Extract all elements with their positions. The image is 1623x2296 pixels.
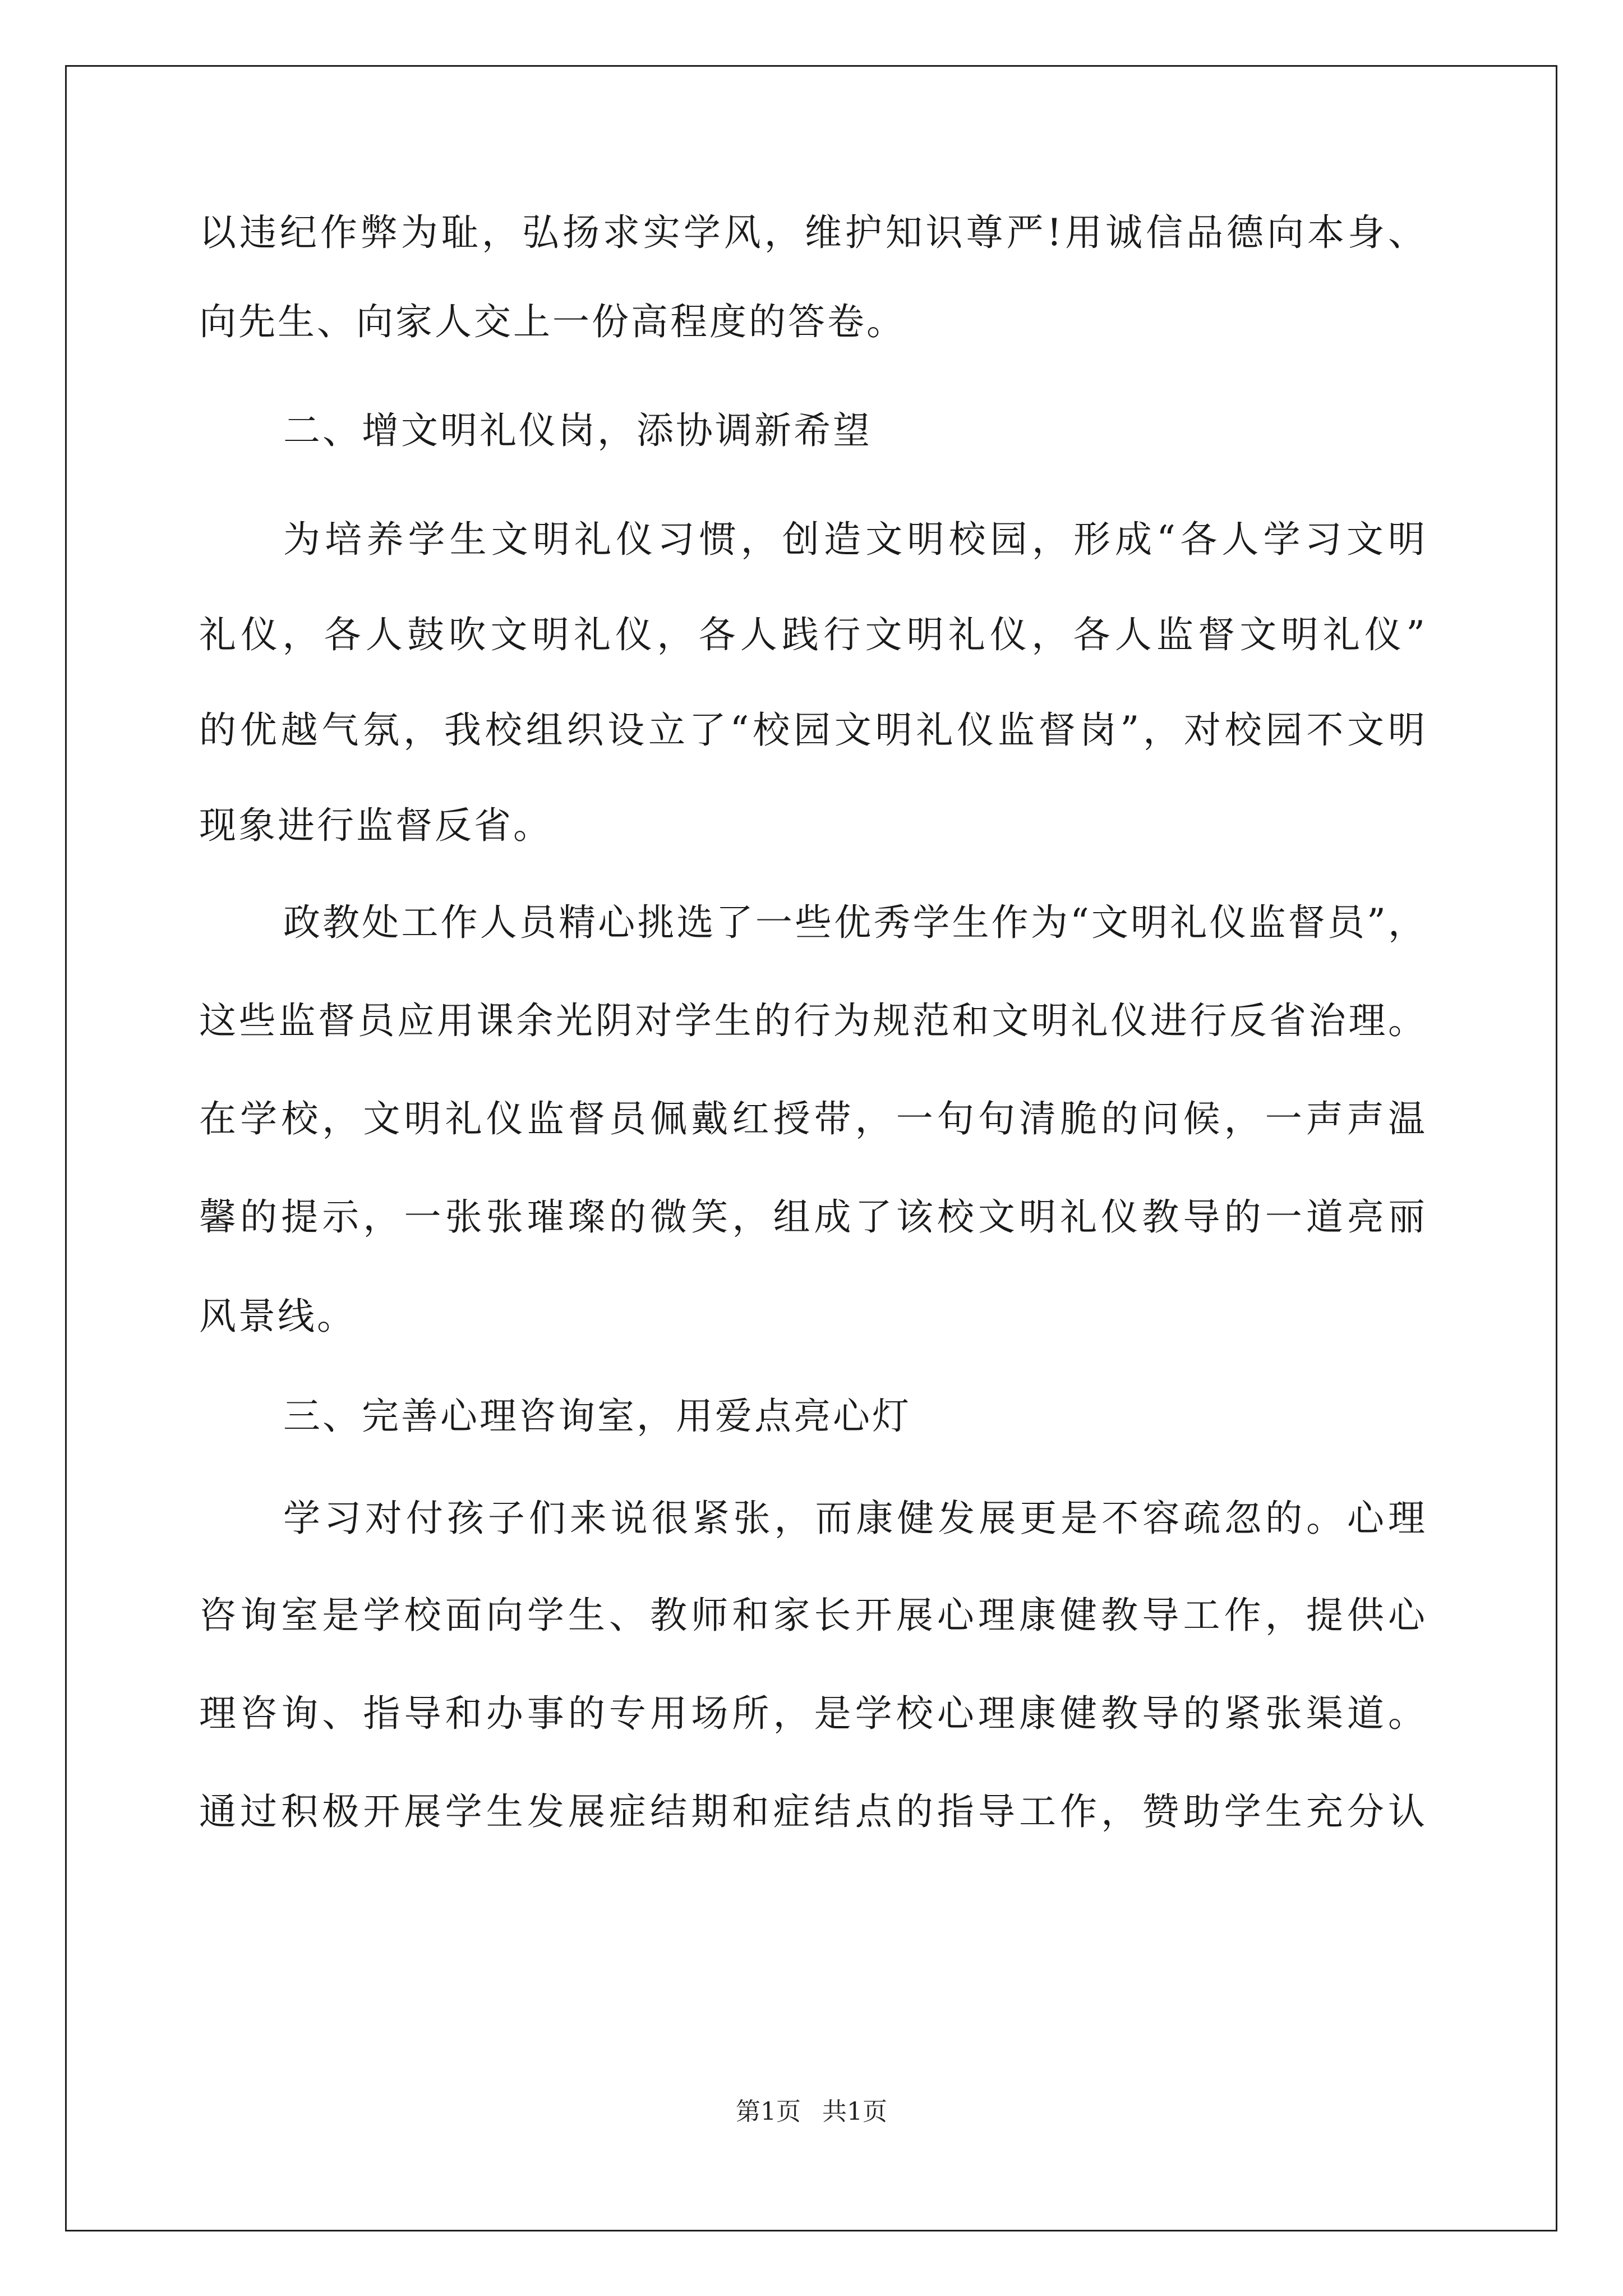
text-line: 现象进行监督反省。: [199, 804, 552, 847]
page-number: 第1页: [736, 2097, 801, 2126]
text-line: 礼仪，各人鼓吹文明礼仪，各人践行文明礼仪，各人监督文明礼仪”: [199, 613, 1427, 656]
page-footer: [0, 2097, 1623, 2127]
text-line: 的优越气氛，我校组织设立了“校园文明礼仪监督岗”，对校园不文明: [199, 708, 1427, 752]
section-heading: 三、完善心理咨询室，用爱点亮心灯: [283, 1395, 911, 1438]
text-line: 风景线。: [199, 1295, 356, 1338]
text-line: 这些监督员应用课余光阴对学生的行为规范和文明礼仪进行反省治理。: [199, 999, 1427, 1042]
text-line: 在学校，文明礼仪监督员佩戴红授带，一句句清脆的问候，一声声温: [199, 1097, 1427, 1140]
text-line: 学习对付孩子们来说很紧张，而康健发展更是不容疏忽的。心理: [283, 1497, 1427, 1540]
text-line: 政教处工作人员精心挑选了一些优秀学生作为“文明礼仪监督员”，: [283, 901, 1427, 944]
text-line: 为培养学生文明礼仪习惯，创造文明校园，形成“各人学习文明: [283, 518, 1427, 561]
text-line: 馨的提示，一张张璀璨的微笑，组成了该校文明礼仪教导的一道亮丽: [199, 1195, 1427, 1239]
page-border: [65, 65, 1557, 2231]
text-line: 以违纪作弊为耻，弘扬求实学风，维护知识尊严!用诚信品德向本身、: [199, 211, 1427, 254]
text-line: 通过积极开展学生发展症结期和症结点的指导工作，赞助学生充分认: [199, 1790, 1427, 1833]
text-line: 咨询室是学校面向学生、教师和家长开展心理康健教导工作，提供心: [199, 1594, 1427, 1637]
section-heading: 二、增文明礼仪岗，添协调新希望: [283, 409, 872, 452]
page-total: 共1页: [822, 2097, 887, 2126]
text-line: 向先生、向家人交上一份高程度的答卷。: [199, 300, 906, 343]
text-line: 理咨询、指导和办事的专用场所，是学校心理康健教导的紧张渠道。: [199, 1692, 1427, 1735]
